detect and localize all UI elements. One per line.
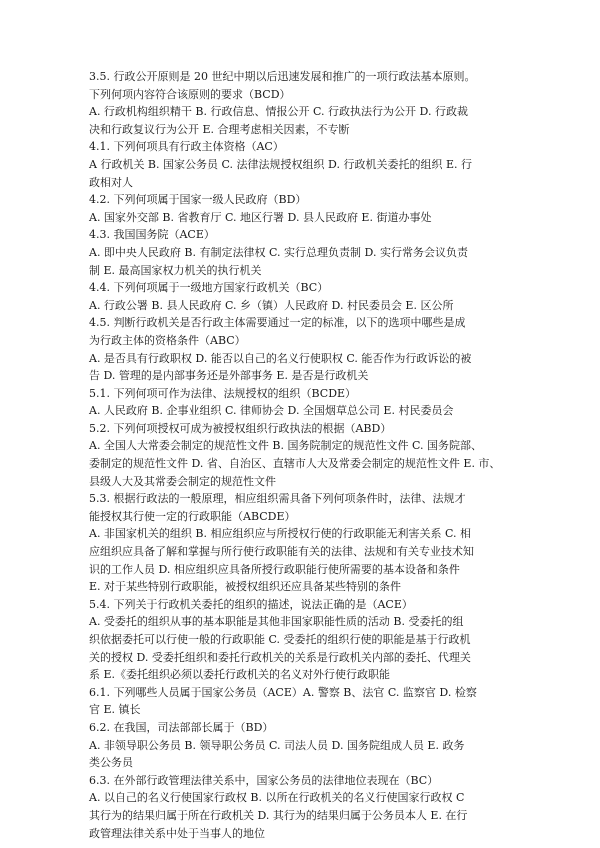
text-line: A. 受委托的组织从事的基本职能是其他非国家职能性质的活动 B. 受委托的组 [89, 615, 464, 629]
text-line: A. 行政公署 B. 县人民政府 C. 乡（镇）人民政府 D. 村民委员会 E. 区公所 [89, 298, 454, 312]
document-body [89, 68, 511, 842]
text-line: 6.1. 下列哪些人员属于国家公务员（ACE）A. 警察 B、法官 C. 监察官 D. 检察 [89, 685, 477, 699]
text-line: 4.4. 下列何项属于一级地方国家行政机关（BC） [89, 281, 329, 295]
text-line: 应组织应具备了解和掌握与所行使行政职能有关的法律、法规和有关专业技术知 [89, 545, 474, 559]
text-line: 政管理法律关系中处于当事人的地位 [89, 826, 265, 840]
text-line: 6.3. 在外部行政管理法律关系中，国家公务员的法律地位表现在（BC） [89, 773, 439, 787]
text-line: 制 E. 最高国家权力机关的执行机关 [89, 263, 262, 277]
text-line: 能授权其行使一定的行政职能（ABCDE） [89, 509, 296, 523]
text-line: 为行政主体的资格条件（ABC） [89, 333, 246, 347]
text-line: 政相对人 [89, 175, 133, 189]
text-line: 告 D. 管理的是内部事务还是外部事务 E. 是否是行政机关 [89, 369, 369, 383]
text-line: 类公务员 [89, 756, 133, 770]
text-line: 其行为的结果归属于所在行政机关 D. 其行为的结果归属于公务员本人 E. 在行 [89, 808, 468, 822]
text-line: A. 国家外交部 B. 省教育厅 C. 地区行署 D. 县人民政府 E. 街道办事处 [89, 210, 432, 224]
text-line: 4.1. 下列何项具有行政主体资格（AC） [89, 140, 284, 154]
text-line: A 行政机关 B. 国家公务员 C. 法律法规授权组织 D. 行政机关委托的组织 E. 行 [89, 157, 472, 171]
text-line: 官 E. 镇长 [89, 703, 141, 717]
text-line: 4.2. 下列何项属于国家一级人民政府（BD） [89, 193, 307, 207]
text-line: 识的工作人员 D. 相应组织应具备所授行政职能行使所需要的基本设备和条件 [89, 562, 460, 576]
text-line: 6.2. 在我国，司法部部长属于（BD） [89, 720, 274, 734]
text-line: 系 E.《委托组织必须以委托行政机关的名义对外行使行政职能 [89, 668, 391, 682]
text-line: A. 非国家机关的组织 B. 相应组织应与所授权行使的行政职能无利害关系 C. 相 [89, 527, 472, 541]
text-line: A. 非领导职公务员 B. 领导职公务员 C. 司法人员 D. 国务院组成人员 E. 政务 [89, 738, 465, 752]
text-line: A. 人民政府 B. 企事业组织 C. 律师协会 D. 全国烟草总公司 E. 村民委员会 [89, 404, 454, 418]
text-line: 5.4. 下列关于行政机关委托的组织的描述，说法正确的是（ACE） [89, 597, 413, 611]
text-line: 织依据委托可以行使一般的行政职能 C. 受委托的组织行使的职能是基于行政机 [89, 633, 471, 646]
text-line: E. 对于某些特别行政职能，被授权组织还应具备某些特别的条件 [89, 580, 402, 594]
text-line: 4.3. 我国国务院（ACE） [89, 228, 215, 242]
text-line: 3.5. 行政公开原则是 20 世纪中期以后迅速发展和推广的一项行政法基本原则。 [89, 70, 476, 83]
text-line: 关的授权 D. 受委托组织和委托行政机关的关系是行政机关内部的委托、代理关 [89, 650, 471, 664]
text-line: 决和行政复议行为公开 E. 合理考虑相关因素，不专断 [89, 122, 350, 136]
text-line: 5.2. 下列何项授权可成为被授权组织行政执法的根据（ABD） [89, 421, 392, 435]
text-line: 5.3. 根据行政法的一般原理，相应组织需具备下列何项条件时，法律、法规才 [89, 492, 466, 506]
text-line: 4.5. 判断行政机关是否行政主体需要通过一定的标准，以下的选项中哪些是成 [89, 316, 466, 330]
text-line: A. 即中央人民政府 B. 有制定法律权 C. 实行总理负责制 D. 实行常务会议负责 [89, 245, 468, 259]
text-line: A. 以自己的名义行使国家行政权 B. 以所在行政机关的名义行使国家行政权 C [89, 791, 465, 805]
text-line: A. 是否具有行政职权 D. 能否以自己的名义行使职权 C. 能否作为行政诉讼的被 [89, 351, 472, 365]
text-line: 县级人大及其常委会制定的规范性文件 [89, 474, 276, 488]
text-line: 委制定的规范性文件 D. 省、自治区、直辖市人大及常委会制定的规范性文件 E. 市、 [89, 457, 501, 471]
text-line: A. 全国人大常委会制定的规范性文件 B. 国务院制定的规范性文件 C. 国务院部、 [89, 439, 483, 453]
text-line: 下列何项内容符合该原则的要求（BCD） [89, 87, 291, 101]
text-line: A. 行政机构组织精干 B. 行政信息、情报公开 C. 行政执法行为公开 D. 行政裁 [89, 105, 468, 119]
text-line: 5.1. 下列何项可作为法律、法规授权的组织（BCDE） [89, 386, 357, 400]
